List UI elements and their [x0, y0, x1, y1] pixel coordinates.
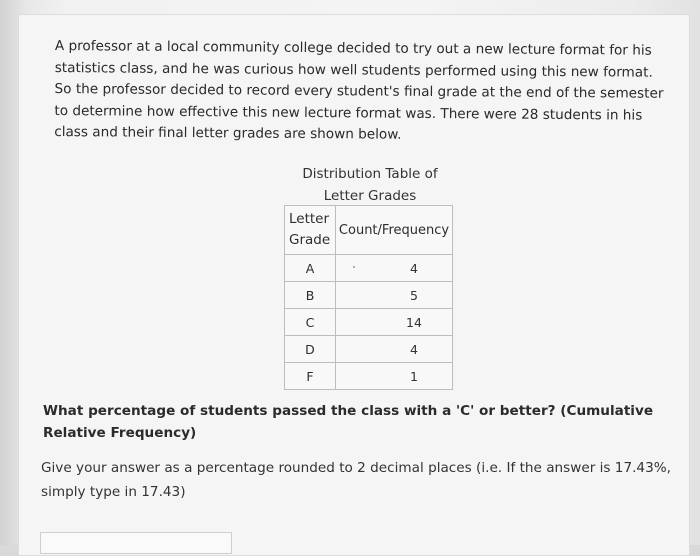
answer-input[interactable] — [40, 532, 232, 554]
table-caption-line-1: Distribution Table of — [302, 166, 438, 182]
table-caption — [296, 163, 444, 207]
cell-count: 14 — [336, 309, 453, 336]
question-text: What percentage of students passed the class with a 'C' or better? (Cumulative Relative Frequency) — [43, 403, 654, 441]
header-count-frequency: Count/Frequency — [336, 206, 453, 255]
cell-grade: D — [285, 336, 336, 363]
cell-grade: C — [285, 309, 336, 336]
table-row — [285, 309, 453, 336]
cell-count: 1 — [336, 363, 453, 390]
cell-count: 4 — [336, 336, 453, 363]
table-caption-line-2: Letter Grades — [323, 188, 417, 204]
cell-grade: A — [285, 255, 336, 282]
header-letter-grade-line-2: Grade — [289, 232, 331, 248]
grade-distribution-table — [284, 205, 453, 390]
cell-count: 4 — [336, 255, 453, 282]
cell-grade: B — [285, 282, 336, 309]
answer-instructions: Give your answer as a percentage rounded to 2 decimal places (i.e. If the answer is 17.43%, simply type in 17.43) — [41, 460, 671, 500]
cell-count: 5 — [336, 282, 453, 309]
header-letter-grade — [285, 206, 336, 255]
table-row — [285, 363, 453, 390]
table-row — [285, 282, 453, 309]
table-row — [285, 255, 453, 282]
table-row — [285, 336, 453, 363]
cell-grade: F — [285, 363, 336, 390]
dust-speck — [353, 266, 355, 268]
header-letter-grade-line-1: Letter — [289, 211, 330, 227]
table-header-row — [285, 206, 453, 255]
problem-statement: A professor at a local community college decided to try out a new lecture format for his statistics class, and he was curious how well students performed using this new format. So the professor decided to record every student's final grade at the end of the semester to determine how effective this new lecture format was. There were 28 students in his class and their final letter grades are shown below. — [54, 37, 664, 144]
